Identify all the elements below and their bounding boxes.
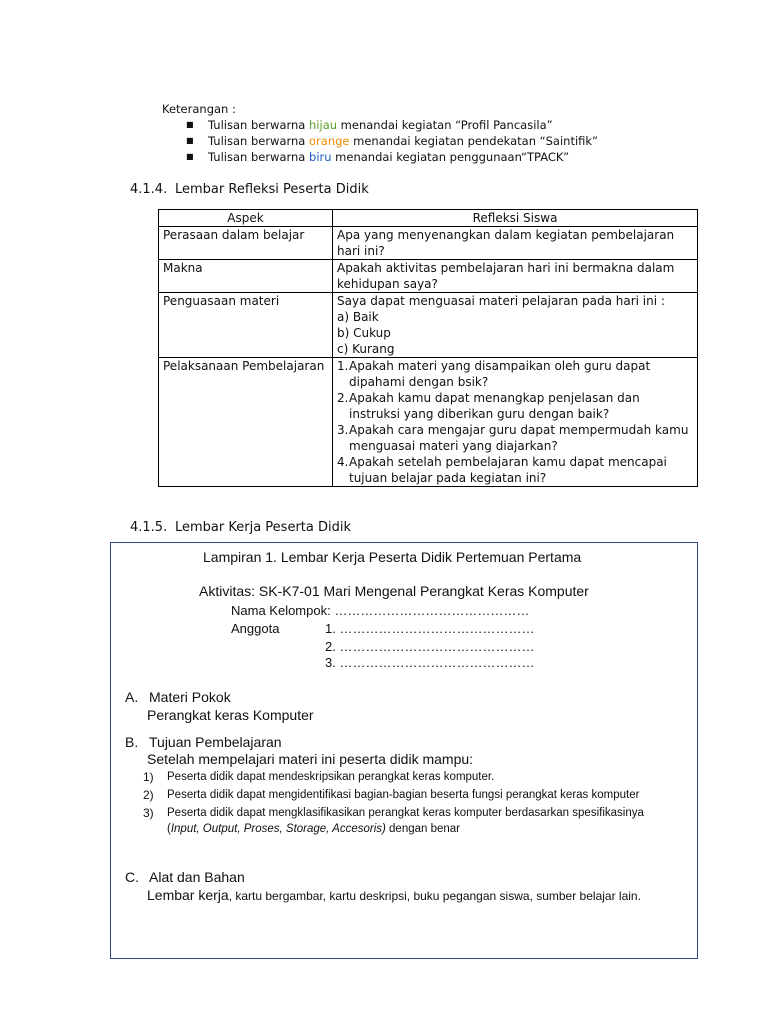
question-number: 4.: [337, 455, 349, 469]
anggota-number: 3.: [325, 655, 336, 670]
aspek-cell: Penguasaan materi: [159, 293, 333, 358]
table-row: [159, 358, 698, 487]
table-row: [159, 227, 698, 260]
section-number: 4.1.4.: [130, 182, 168, 197]
keterangan-item-green: [162, 117, 598, 133]
aspek-cell: Perasaan dalam belajar: [159, 227, 333, 260]
fill-in-dots: ………………………………………: [339, 621, 535, 636]
table-row: [159, 260, 698, 293]
header-aspek: Aspek: [159, 210, 333, 227]
fill-in-dots: ………………………………………: [339, 639, 535, 654]
section-b-heading: [125, 734, 282, 750]
refleksi-question: Saya dapat menguasai materi pelajaran pada hari ini :: [337, 294, 665, 308]
section-a-text: Perangkat keras Komputer: [147, 707, 314, 723]
list-item: [143, 769, 663, 785]
alat-lead: Lembar kerja: [147, 887, 229, 903]
item-text: Peserta didik dapat mengklasifikasikan perangkat keras komputer berdasarkan spesifikasinya (: [167, 807, 644, 835]
fill-in-dots: ………………………………………: [339, 655, 535, 670]
lkpd-title: Lampiran 1. Lembar Kerja Peserta Didik Pertemuan Pertama: [203, 549, 582, 565]
aspek-cell: Makna: [159, 260, 333, 293]
header-refleksi: Refleksi Siswa: [333, 210, 698, 227]
keterangan-text: menandai kegiatan penggunaan“TPACK”: [331, 150, 570, 164]
keterangan-list: [162, 117, 598, 165]
question-text: Apakah cara mengajar guru dapat mempermudah kamu menguasai materi yang diajarkan?: [349, 423, 689, 453]
section-c-text: [147, 887, 641, 903]
list-item: [337, 422, 693, 454]
question-number: 3.: [337, 423, 349, 437]
section-heading-text: Materi Pokok: [149, 689, 231, 705]
anggota-number: 2.: [325, 639, 336, 654]
list-item: [337, 390, 693, 422]
question-number: 2.: [337, 391, 349, 405]
keterangan-block: [162, 101, 598, 165]
item-text: Peserta didik dapat mengidentifikasi bagian-bagian beserta fungsi perangkat keras komputer: [167, 789, 640, 801]
tujuan-list: [143, 769, 663, 839]
section-number: 4.1.5.: [130, 520, 168, 535]
list-item: [337, 358, 693, 390]
keterangan-text: Tulisan berwarna: [208, 118, 310, 132]
aspek-cell: Pelaksanaan Pembelajaran: [159, 358, 333, 487]
anggota-line-2: [325, 639, 534, 654]
list-item: [143, 805, 663, 837]
section-title-text: Lembar Kerja Peserta Didik: [175, 520, 352, 535]
question-text: Apakah materi yang disampaikan oleh guru dapat dipahami dengan bsik?: [349, 359, 651, 389]
section-b-intro: Setelah mempelajari materi ini peserta didik mampu:: [147, 751, 474, 767]
keterangan-color-word: orange: [309, 134, 350, 148]
section-label: A.: [125, 689, 139, 705]
keterangan-color-word: biru: [309, 150, 332, 164]
keterangan-text: menandai kegiatan pendekatan “Saintifik”: [349, 134, 599, 148]
question-text: Apakah setelah pembelajaran kamu dapat mencapai tujuan belajar pada kegiatan ini?: [349, 455, 667, 485]
refleksi-cell: Apa yang menyenangkan dalam kegiatan pembelajaran hari ini?: [333, 227, 698, 260]
section-label: C.: [125, 869, 139, 885]
table-row: [159, 293, 698, 358]
question-text: Apakah kamu dapat menangkap penjelasan dan instruksi yang diberikan guru dengan baik?: [349, 391, 640, 421]
fill-in-dots: ………………………………………: [334, 603, 530, 618]
option-item: b) Cukup: [337, 326, 391, 340]
question-number: 1.: [337, 359, 349, 373]
item-text: Peserta didik dapat mendeskripsikan perangkat keras komputer.: [167, 771, 495, 783]
section-heading-text: Alat dan Bahan: [149, 869, 245, 885]
alat-rest: , kartu bergambar, kartu deskripsi, buku pegangan siswa, sumber belajar lain.: [228, 889, 641, 903]
section-a-heading: [125, 689, 231, 705]
item-number: 2): [143, 788, 154, 802]
section-title-refleksi: [130, 182, 369, 197]
keterangan-color-word: hijau: [309, 118, 338, 132]
keterangan-item-orange: [162, 133, 598, 149]
item-number: 1): [143, 770, 154, 784]
refleksi-cell: [333, 358, 698, 487]
table-header-row: [159, 210, 698, 227]
nama-kelompok-label: Nama Kelompok:: [231, 603, 331, 618]
keterangan-item-blue: [162, 149, 598, 165]
keterangan-heading: Keterangan :: [162, 102, 236, 116]
section-c-heading: [125, 869, 245, 885]
keterangan-text: Tulisan berwarna: [208, 150, 310, 164]
list-item: [337, 454, 693, 486]
lkpd-box: [110, 542, 698, 959]
keterangan-text: menandai kegiatan “Profil Pancasila”: [337, 118, 553, 132]
nama-kelompok-field: [231, 603, 529, 618]
item-number: 3): [143, 806, 154, 820]
anggota-line-1: [325, 621, 534, 636]
section-heading-text: Tujuan Pembelajaran: [149, 734, 282, 750]
option-item: a) Baik: [337, 310, 379, 324]
anggota-label: Anggota: [231, 621, 280, 636]
question-list: [337, 358, 693, 486]
aktivitas-title: Aktivitas: SK-K7-01 Mari Mengenal Perangkat Keras Komputer: [199, 583, 589, 599]
item-text: dengan benar: [385, 823, 461, 835]
section-title-text: Lembar Refleksi Peserta Didik: [175, 182, 369, 197]
anggota-number: 1.: [325, 621, 336, 636]
refleksi-cell: Apakah aktivitas pembelajaran hari ini bermakna dalam kehidupan saya?: [333, 260, 698, 293]
anggota-line-3: [325, 655, 534, 670]
refleksi-cell: [333, 293, 698, 358]
option-list: [337, 309, 693, 357]
list-item: [143, 787, 663, 803]
section-title-lkpd: [130, 520, 351, 535]
section-label: B.: [125, 734, 139, 750]
refleksi-table: [158, 209, 698, 487]
keterangan-text: Tulisan berwarna: [208, 134, 310, 148]
option-item: c) Kurang: [337, 342, 395, 356]
item-italic-text: Input, Output, Proses, Storage, Accesoris): [170, 823, 386, 835]
